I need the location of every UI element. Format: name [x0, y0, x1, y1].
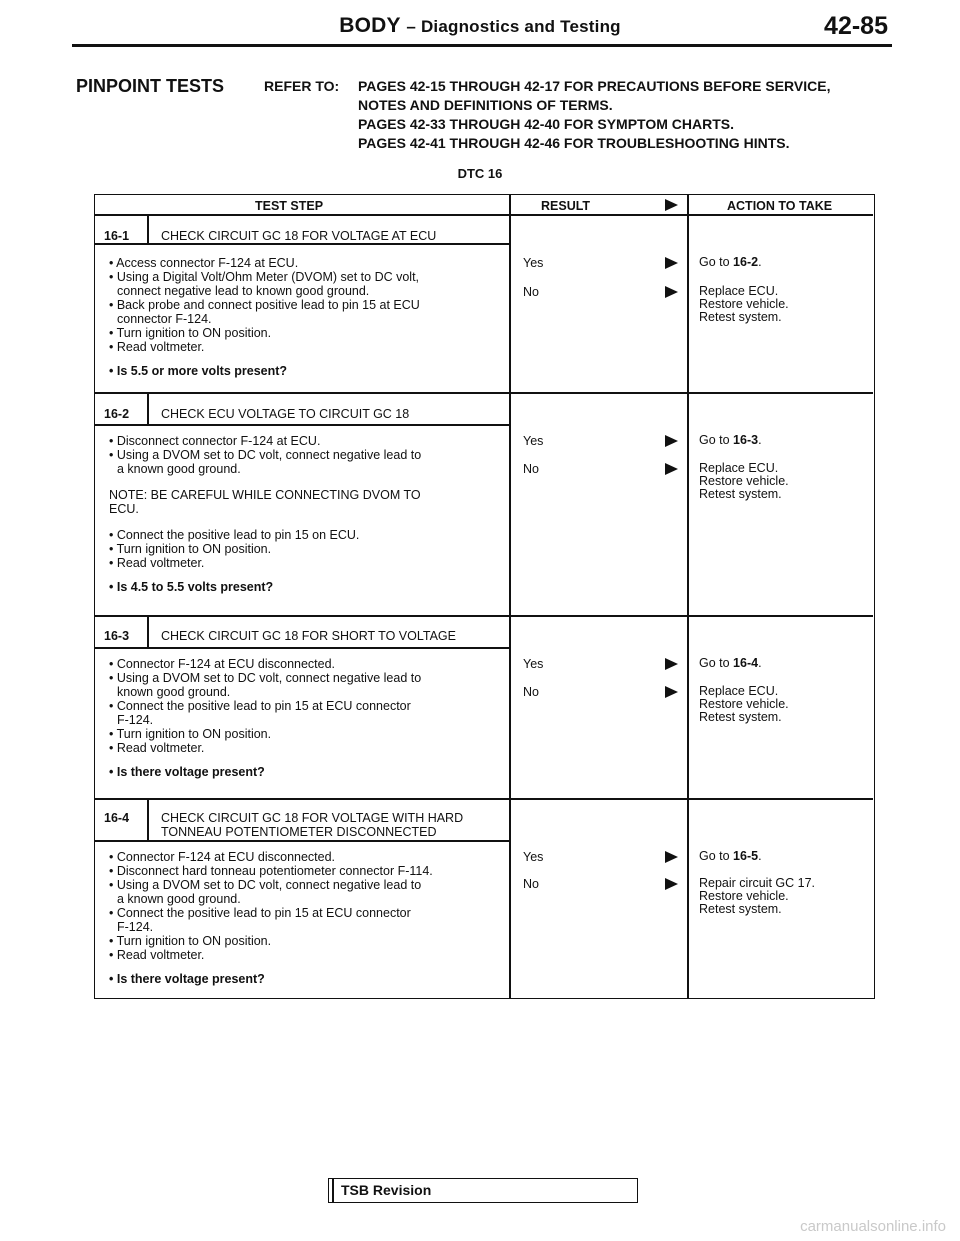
action-no: Replace ECU. Restore vehicle. Retest system.	[699, 284, 789, 324]
step-separator	[95, 798, 873, 800]
step-id-divider	[147, 392, 149, 425]
instruction-line: • Turn ignition to ON position.	[109, 542, 272, 556]
step-id: 16-2	[104, 407, 130, 421]
instruction-line: • Connect the positive lead to pin 15 at ECU connector	[109, 699, 411, 713]
step-title: CHECK CIRCUIT GC 18 FOR VOLTAGE WITH HARD TONNEAU POTENTIOMETER DISCONNECTED	[161, 811, 464, 839]
instruction-line: • Using a DVOM set to DC volt, connect negative lead to	[109, 878, 422, 892]
result-arrow-icon	[665, 658, 678, 670]
step-title-rule	[95, 424, 509, 426]
step-question: • Is 4.5 to 5.5 volts present?	[109, 580, 274, 594]
watermark: carmanualsonline.info	[800, 1218, 946, 1235]
action-no: Replace ECU. Restore vehicle. Retest system.	[699, 684, 789, 724]
instruction-line: connector F-124.	[117, 312, 212, 326]
instruction-line: F-124.	[117, 713, 154, 727]
instruction-line: • Turn ignition to ON position.	[109, 934, 272, 948]
header-section: BODY	[339, 14, 401, 37]
header-arrow-icon	[665, 199, 678, 211]
instruction-line: • Connect the positive lead to pin 15 on ECU.	[109, 528, 360, 542]
result-yes: Yes	[523, 434, 544, 448]
step-id-divider	[147, 798, 149, 841]
instruction-line: • Back probe and connect positive lead to pin 15 at ECU	[109, 298, 420, 312]
step-title-rule	[95, 840, 509, 842]
step-id: 16-3	[104, 629, 130, 643]
result-yes: Yes	[523, 256, 544, 270]
step-instructions	[109, 434, 509, 594]
result-no: No	[523, 877, 539, 891]
step-title: CHECK ECU VOLTAGE TO CIRCUIT GC 18	[161, 407, 410, 421]
step-id-divider	[147, 214, 149, 244]
result-yes: Yes	[523, 657, 544, 671]
instruction-note: NOTE: BE CAREFUL WHILE CONNECTING DVOM TO	[109, 488, 421, 502]
step-title-rule	[95, 243, 509, 245]
step-instructions	[109, 657, 509, 779]
step-instructions	[109, 850, 509, 986]
dtc-title: DTC 16	[457, 166, 503, 181]
header-subtitle: – Diagnostics and Testing	[406, 17, 621, 36]
result-no: No	[523, 462, 539, 476]
step-separator	[95, 615, 873, 617]
instruction-line: F-124.	[117, 920, 154, 934]
instruction-line: a known good ground.	[117, 892, 241, 906]
pinpoint-test-table	[94, 194, 875, 999]
step-title-rule	[95, 647, 509, 649]
tsb-revision-box	[328, 1178, 638, 1203]
instruction-line: • Access connector F-124 at ECU.	[109, 256, 299, 270]
pinpoint-title: PINPOINT TESTS	[76, 76, 225, 96]
action-no: Repair circuit GC 17. Restore vehicle. Retest system.	[699, 876, 816, 916]
instruction-line: • Read voltmeter.	[109, 556, 205, 570]
instruction-line: • Turn ignition to ON position.	[109, 326, 272, 340]
result-arrow-icon	[665, 435, 678, 447]
tsb-revision-label: TSB Revision	[341, 1182, 432, 1198]
header-action: ACTION TO TAKE	[727, 199, 833, 213]
result-no: No	[523, 285, 539, 299]
action-yes: Go to 16-2.	[699, 255, 762, 269]
refer-line: PAGES 42-41 THROUGH 42-46 FOR TROUBLESHOOTING HINTS.	[358, 135, 790, 151]
action-yes: Go to 16-4.	[699, 656, 762, 670]
step-id: 16-4	[104, 811, 130, 825]
step-question: • Is 5.5 or more volts present?	[109, 364, 288, 378]
instruction-line: • Turn ignition to ON position.	[109, 727, 272, 741]
result-arrow-icon	[665, 463, 678, 475]
instruction-line: • Connect the positive lead to pin 15 at ECU connector	[109, 906, 411, 920]
result-arrow-icon	[665, 686, 678, 698]
instruction-line: • Using a DVOM set to DC volt, connect negative lead to	[109, 448, 422, 462]
step-id: 16-1	[104, 229, 130, 243]
action-no: Replace ECU. Restore vehicle. Retest system.	[699, 461, 789, 501]
page-number: 42-85	[824, 12, 888, 40]
instruction-note: ECU.	[109, 502, 139, 516]
instruction-line: • Using a DVOM set to DC volt, connect negative lead to	[109, 671, 422, 685]
instruction-line: connect negative lead to known good ground.	[117, 284, 370, 298]
page-header-title	[0, 14, 960, 38]
instruction-line: • Disconnect hard tonneau potentiometer connector F-114.	[109, 864, 433, 878]
step-question: • Is there voltage present?	[109, 765, 265, 779]
column-divider	[509, 195, 511, 998]
header-test-step: TEST STEP	[255, 199, 324, 213]
instruction-line: • Read voltmeter.	[109, 741, 205, 755]
header-rule	[72, 44, 892, 47]
refer-line: NOTES AND DEFINITIONS OF TERMS.	[358, 97, 613, 113]
column-divider	[687, 195, 689, 998]
refer-label: REFER TO:	[264, 78, 340, 94]
step-question: • Is there voltage present?	[109, 972, 265, 986]
instruction-line: known good ground.	[117, 685, 231, 699]
result-arrow-icon	[665, 257, 678, 269]
step-instructions	[109, 256, 509, 378]
result-arrow-icon	[665, 851, 678, 863]
action-yes: Go to 16-3.	[699, 433, 762, 447]
result-yes: Yes	[523, 850, 544, 864]
instruction-line: • Disconnect connector F-124 at ECU.	[109, 434, 321, 448]
refer-line: PAGES 42-33 THROUGH 42-40 FOR SYMPTOM CHARTS.	[358, 116, 734, 132]
header-row-rule	[95, 214, 873, 216]
action-yes: Go to 16-5.	[699, 849, 762, 863]
instruction-line: • Read voltmeter.	[109, 340, 205, 354]
step-title: CHECK CIRCUIT GC 18 FOR VOLTAGE AT ECU	[161, 229, 437, 243]
result-no: No	[523, 685, 539, 699]
instruction-line: • Connector F-124 at ECU disconnected.	[109, 657, 336, 671]
header-result: RESULT	[541, 199, 591, 213]
result-arrow-icon	[665, 878, 678, 890]
step-separator	[95, 392, 873, 394]
refer-line: PAGES 42-15 THROUGH 42-17 FOR PRECAUTIONS BEFORE SERVICE,	[358, 78, 831, 94]
instruction-line: • Read voltmeter.	[109, 948, 205, 962]
instruction-line: • Using a Digital Volt/Ohm Meter (DVOM) set to DC volt,	[109, 270, 420, 284]
instruction-line: • Connector F-124 at ECU disconnected.	[109, 850, 336, 864]
result-arrow-icon	[665, 286, 678, 298]
instruction-line: a known good ground.	[117, 462, 241, 476]
step-title: CHECK CIRCUIT GC 18 FOR SHORT TO VOLTAGE	[161, 629, 456, 643]
step-id-divider	[147, 615, 149, 648]
